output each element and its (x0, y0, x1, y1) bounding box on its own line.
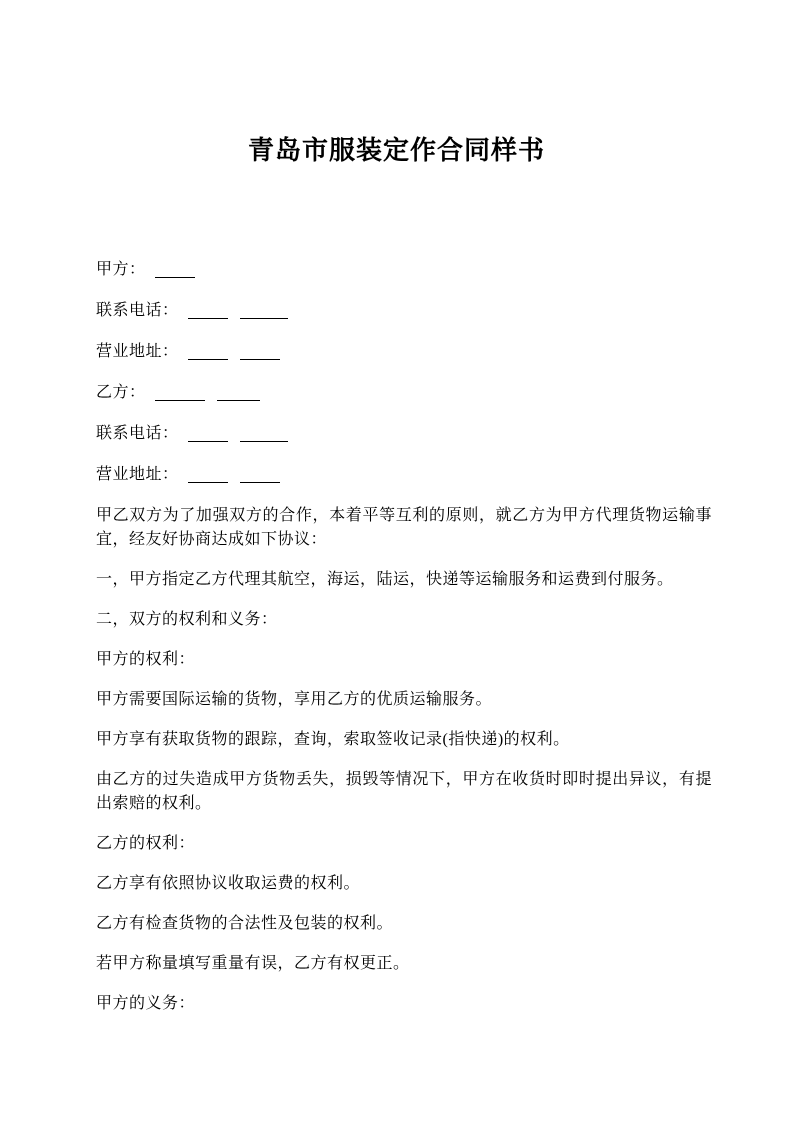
field-row-party-b-phone (96, 422, 712, 446)
document-content (96, 258, 712, 1032)
blank-underline (188, 424, 228, 442)
field-row-party-b (96, 381, 712, 405)
field-row-party-a-address (96, 340, 712, 364)
contract-paragraph: 由乙方的过失造成甲方货物丢失，损毁等情况下，甲方在收货时即时提出异议，有提出索赔的权利。 (96, 771, 712, 812)
blank-underline (188, 465, 228, 483)
field-row-party-a (96, 258, 712, 282)
contract-paragraph: 若甲方称量填写重量有误，乙方有权更正。 (96, 955, 410, 972)
blank-underline (240, 342, 280, 360)
blank-underline (188, 342, 228, 360)
blank-underline (240, 465, 280, 483)
field-label: 营业地址： (96, 466, 179, 483)
blank-underline (155, 383, 205, 401)
field-label: 联系电话： (96, 425, 179, 442)
blank-underline (188, 301, 228, 319)
party-info-fields (96, 258, 712, 504)
field-label: 乙方： (96, 384, 146, 401)
blank-underline (240, 424, 288, 442)
contract-paragraph: 甲方的权利： (96, 651, 196, 668)
contract-paragraph: 甲方享有获取货物的跟踪，查询，索取签收记录(指快递)的权利。 (96, 731, 570, 748)
field-label: 营业地址： (96, 343, 179, 360)
field-label: 联系电话： (96, 302, 179, 319)
contract-paragraph: 甲方需要国际运输的货物，享用乙方的优质运输服务。 (96, 691, 493, 708)
contract-paragraph: 乙方的权利： (96, 835, 196, 852)
contract-paragraph: 乙方有检查货物的合法性及包装的权利。 (96, 915, 394, 932)
contract-paragraph: 甲方的义务： (96, 995, 196, 1012)
contract-paragraph: 二，双方的权利和义务： (96, 611, 278, 628)
field-row-party-b-address (96, 463, 712, 487)
blank-underline (240, 301, 288, 319)
document-title: 青岛市服装定作合同样书 (247, 135, 545, 165)
blank-underline (217, 383, 260, 401)
blank-underline (155, 260, 195, 278)
contract-paragraph: 一，甲方指定乙方代理其航空，海运，陆运，快递等运输服务和运费到付服务。 (96, 571, 674, 588)
contract-body (96, 504, 712, 1032)
contract-paragraph: 甲乙双方为了加强双方的合作，本着平等互利的原则，就乙方为甲方代理货物运输事宜，经友好协商达成如下协议： (96, 507, 712, 548)
field-label: 甲方： (96, 261, 146, 278)
field-row-party-a-phone (96, 299, 712, 323)
contract-paragraph: 乙方享有依照协议收取运费的权利。 (96, 875, 361, 892)
